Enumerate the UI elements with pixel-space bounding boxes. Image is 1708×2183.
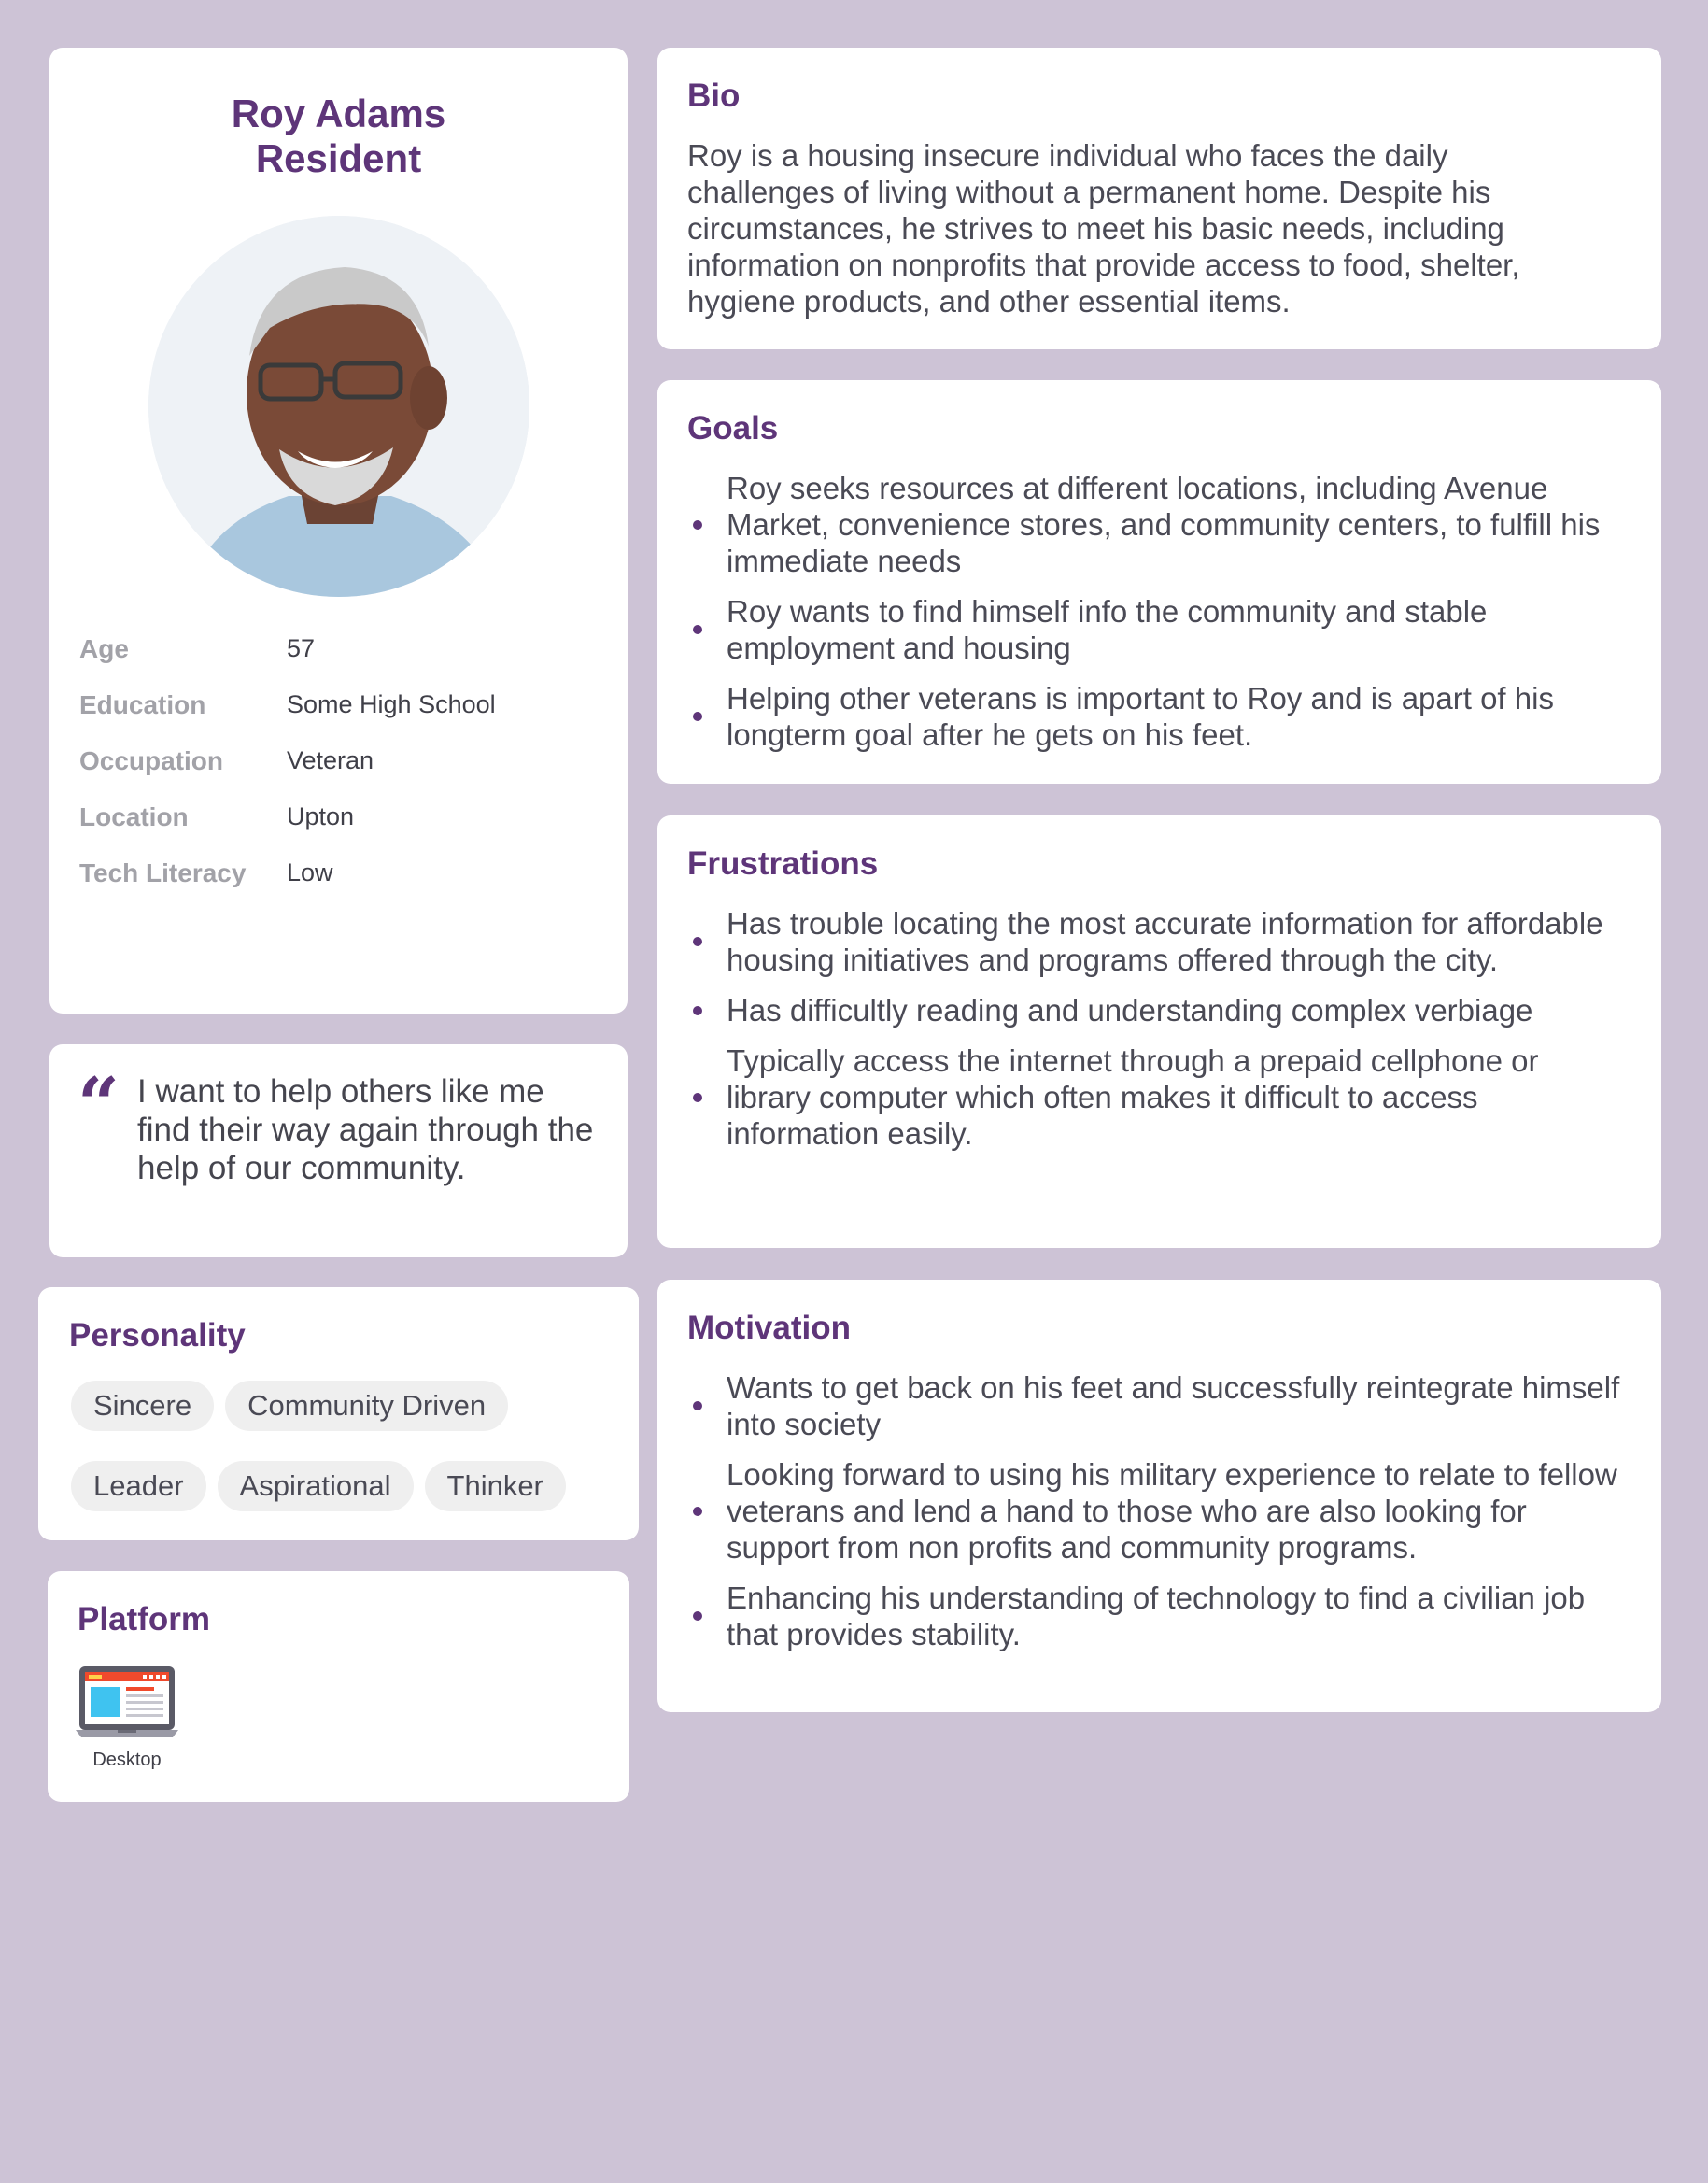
list-item [687, 905, 1630, 978]
personality-tags [71, 1381, 622, 1541]
goals-list [687, 470, 1630, 753]
motivation-body [687, 1369, 1630, 1666]
info-value: Low [287, 858, 333, 886]
bullet-icon [693, 937, 702, 946]
list-item [687, 680, 1630, 753]
persona-name: Roy Adams [231, 92, 446, 135]
info-row-age [79, 634, 602, 690]
quote-card [49, 1044, 628, 1257]
info-value: Some High School [287, 690, 496, 718]
personality-tag: Thinker [425, 1461, 566, 1511]
platform-title: Platform [78, 1601, 210, 1637]
goal-text: Helping other veterans is important to Roy and is apart of his longterm goal after he gets on his feet. [727, 681, 1554, 752]
motivation-text: Wants to get back on his feet and successfully reintegrate himself into society [727, 1370, 1620, 1441]
goals-body [687, 470, 1630, 767]
motivation-text: Looking forward to using his military experience to relate to fellow veterans and lend a hand to those who are also looking for support from non profits and community programs. [727, 1457, 1617, 1565]
personality-card [38, 1287, 639, 1540]
personality-tag: Aspirational [218, 1461, 414, 1511]
goals-title: Goals [687, 410, 779, 447]
list-item [687, 1042, 1630, 1152]
bio-card [657, 48, 1661, 349]
info-label: Education [79, 690, 206, 719]
bullet-icon [693, 1507, 702, 1516]
quote-mark-icon: “ [78, 1062, 120, 1147]
list-item [687, 992, 1630, 1028]
persona-role: Resident [255, 136, 422, 180]
bullet-icon [693, 625, 702, 634]
frustration-text: Typically access the internet through a prepaid cellphone or library computer which often makes it difficult to access information easily. [727, 1043, 1539, 1151]
goal-text: Roy wants to find himself info the community and stable employment and housing [727, 594, 1488, 665]
frustrations-body [687, 905, 1630, 1166]
info-row-education [79, 690, 602, 746]
frustration-text: Has difficultly reading and understanding complex verbiage [727, 993, 1533, 1028]
info-value: Upton [287, 802, 355, 830]
bullet-icon [693, 1093, 702, 1102]
motivation-list [687, 1369, 1630, 1652]
list-item [687, 1456, 1630, 1566]
bullet-icon [693, 712, 702, 721]
bullet-icon [693, 1611, 702, 1621]
info-row-occupation [79, 746, 602, 802]
laptop-icon [76, 1665, 178, 1739]
frustrations-list [687, 905, 1630, 1152]
list-item [687, 1580, 1630, 1652]
frustrations-card [657, 815, 1661, 1248]
portrait-photo [148, 216, 529, 597]
info-list [79, 634, 602, 914]
goals-card [657, 380, 1661, 784]
personality-tag: Leader [71, 1461, 206, 1511]
device-label: Desktop [92, 1750, 162, 1770]
info-row-location [79, 802, 602, 858]
bullet-icon [693, 520, 702, 530]
tag-row [71, 1381, 622, 1431]
info-label: Age [79, 634, 129, 663]
frustration-text: Has trouble locating the most accurate information for affordable housing initiatives and programs offered through the city. [727, 906, 1603, 977]
info-label: Tech Literacy [79, 858, 247, 887]
personality-tag: Community Driven [225, 1381, 508, 1431]
list-item [687, 593, 1630, 666]
personality-title: Personality [69, 1317, 246, 1354]
personality-tag: Sincere [71, 1381, 214, 1431]
motivation-title: Motivation [687, 1310, 851, 1346]
list-item [687, 1369, 1630, 1442]
bullet-icon [693, 1401, 702, 1410]
info-label: Location [79, 802, 189, 831]
tag-row [71, 1461, 622, 1511]
bullet-icon [693, 1006, 702, 1015]
info-value: Veteran [287, 746, 374, 774]
info-value: 57 [287, 634, 316, 662]
goal-text: Roy seeks resources at different locations, including Avenue Market, convenience stores, and community centers, to fulfill his immediate needs [727, 471, 1601, 578]
bio-text: Roy is a housing insecure individual who faces the daily challenges of living without a permanent home. Despite his circumstances, he strives to meet his basic needs, including information on nonprofits that provide access to food, shelter, hygiene products, and other essential items. [687, 138, 1520, 319]
frustrations-title: Frustrations [687, 845, 879, 882]
info-row-tech-literacy [79, 858, 602, 914]
list-item [687, 470, 1630, 579]
quote-text: I want to help others like me find their way again through the help of our community. [137, 1073, 594, 1186]
motivation-card [657, 1280, 1661, 1712]
motivation-text: Enhancing his understanding of technology to find a civilian job that provides stability. [727, 1581, 1586, 1651]
platform-device [76, 1665, 178, 1771]
platform-card [48, 1571, 629, 1802]
info-label: Occupation [79, 746, 224, 775]
avatar [148, 216, 529, 597]
persona-header [49, 92, 628, 181]
bio-title: Bio [687, 78, 741, 114]
profile-card [49, 48, 628, 1014]
